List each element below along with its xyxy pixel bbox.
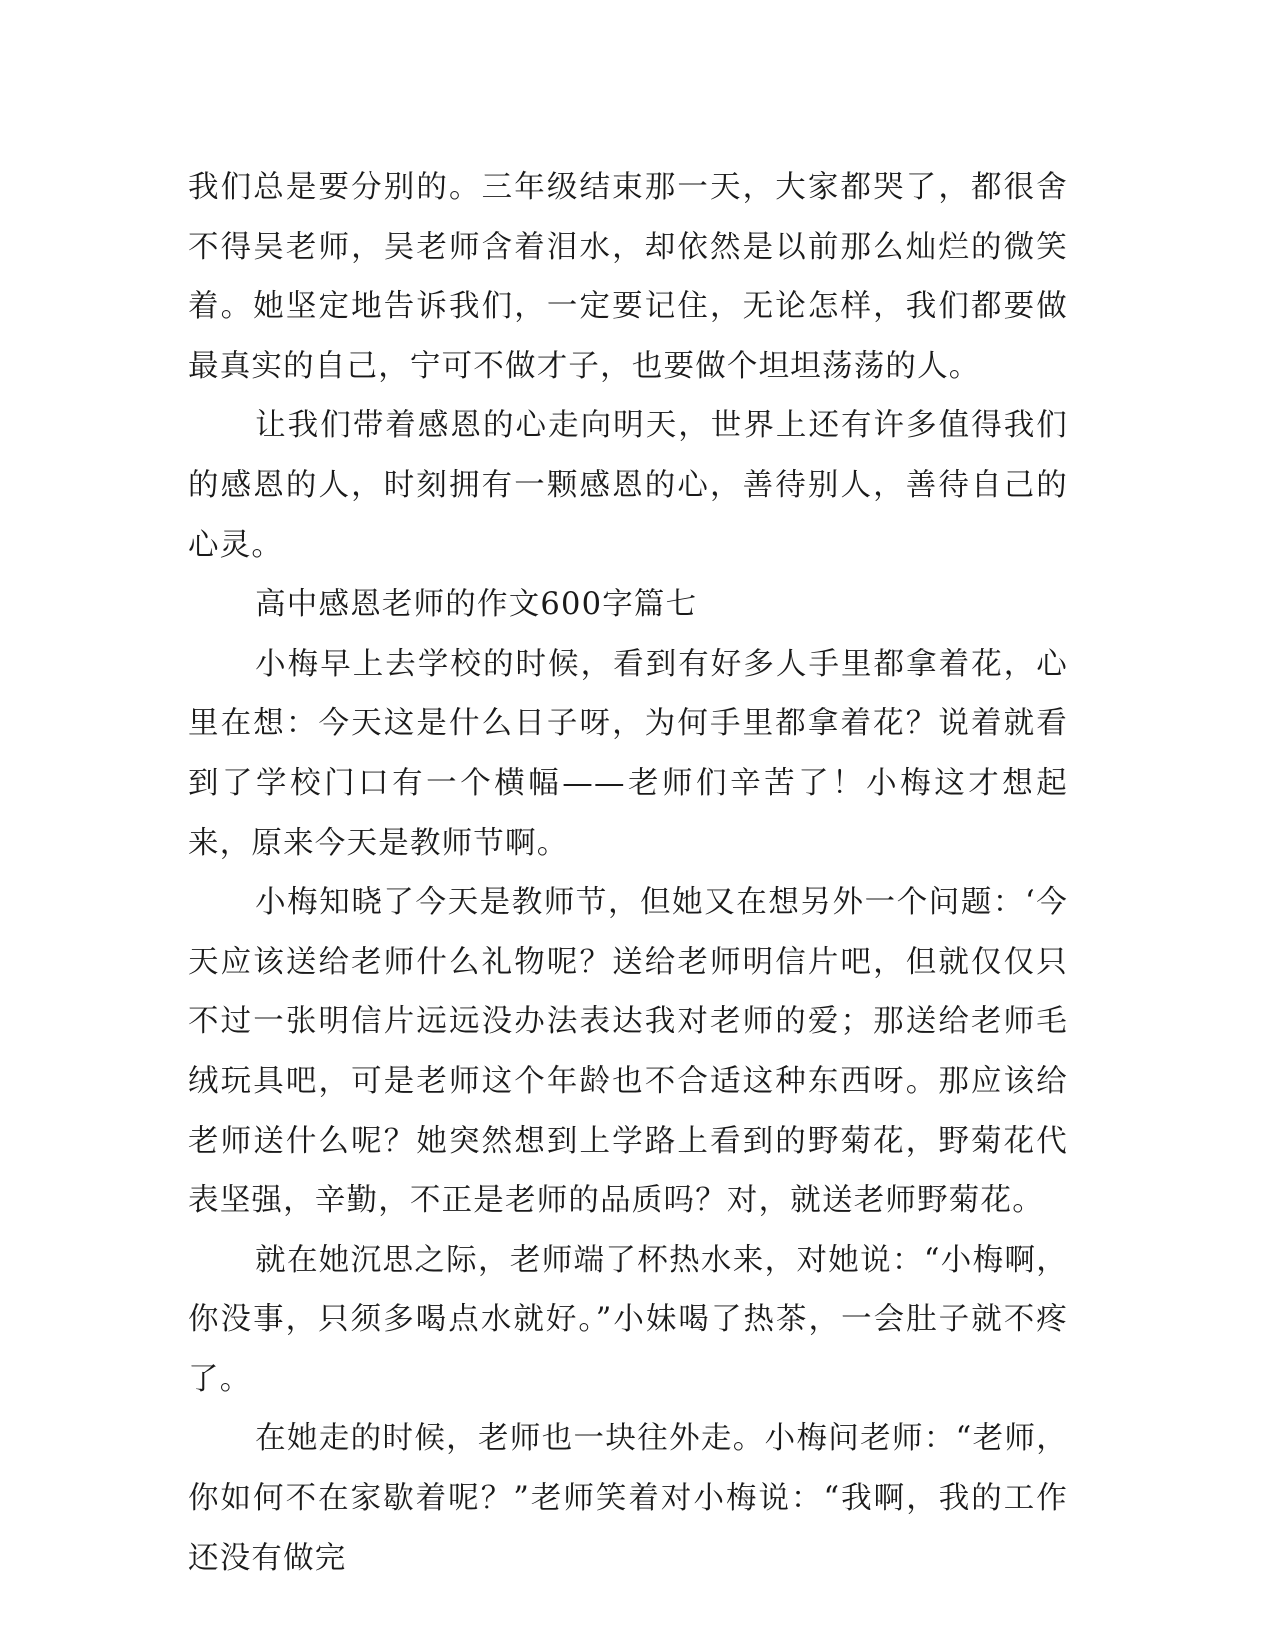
paragraph-3: 小梅早上去学校的时候，看到有好多人手里都拿着花，心里在想：今天这是什么日子呀，为何手里都拿着花？说着就看到了学校门口有一个横幅——老师们辛苦了！小梅这才想起来，原来今天是教师节啊。	[188, 646, 1068, 861]
paragraph-1: 我们总是要分别的。三年级结束那一天，大家都哭了，都很舍不得吴老师，吴老师含着泪水，却依然是以前那么灿烂的微笑着。她坚定地告诉我们，一定要记住，无论怎样，我们都要做最真实的自己，宁可不做才子，也要做个坦坦荡荡的人。	[188, 170, 1068, 384]
paragraph-2: 让我们带着感恩的心走向明天，世界上还有许多值得我们的感恩的人，时刻拥有一颗感恩的心，善待别人，善待自己的心灵。	[188, 408, 1068, 563]
section-heading: 高中感恩老师的作文600字篇七	[255, 587, 698, 623]
paragraph-5: 就在她沉思之际，老师端了杯热水来，对她说：“小梅啊，你没事，只须多喝点水就好。”小妹喝了热茶，一会肚子就不疼了。	[188, 1242, 1068, 1397]
document-body	[188, 158, 1068, 1588]
paragraph-4: 小梅知晓了今天是教师节，但她又在想另外一个问题：‘今天应该送给老师什么礼物呢？送给老师明信片吧，但就仅仅只不过一张明信片远远没办法表达我对老师的爱；那送给老师毛绒玩具吧，可是老师这个年龄也不合适这种东西呀。那应该给老师送什么呢？她突然想到上学路上看到的野菊花，野菊花代表坚强，辛勤，不正是老师的品质吗？对，就送老师野菊花。	[188, 885, 1068, 1219]
paragraph-6: 在她走的时候，老师也一块往外走。小梅问老师：“老师，你如何不在家歇着呢？”老师笑着对小梅说：“我啊，我的工作还没有做完	[188, 1421, 1068, 1576]
